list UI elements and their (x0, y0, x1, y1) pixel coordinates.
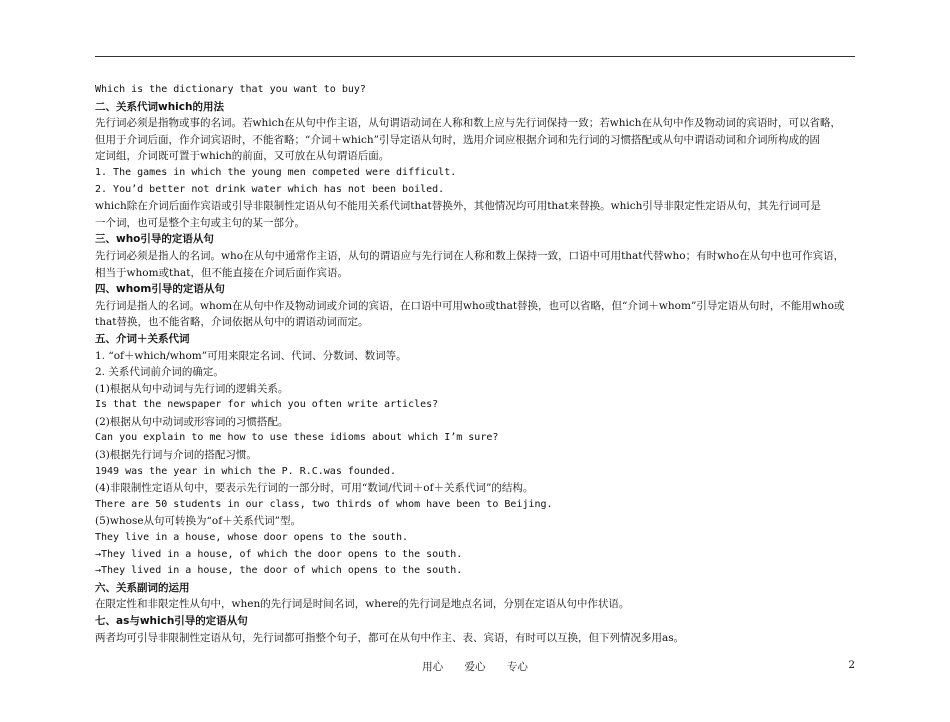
paragraph-line: 定词组，介词既可置于which的前面，又可放在从句谓语后面。 (95, 150, 390, 163)
section-heading: 二、关系代词which的用法 (95, 100, 224, 113)
paragraph-line: (3)根据先行词与介词的搭配习惯。 (95, 449, 257, 462)
example-sentence: 2. You’d better not drink water which has not been boiled. (95, 183, 445, 195)
paragraph-line: 1. “of＋which/whom”可用来限定名词、代词、分数词、数词等。 (95, 349, 407, 362)
example-sentence: →They lived in a house, of which the door opens to the south. (95, 548, 463, 560)
section-heading: 六、关系副词的运用 (95, 581, 190, 594)
paragraph-line: 一个词，也可是整个主句或主句的某一部分。 (95, 216, 305, 229)
footer-slogan: 用心 爱心 专心 (422, 661, 528, 673)
example-sentence: Which is the dictionary that you want to buy? (95, 84, 366, 95)
paragraph-line: 相当于whom或that，但不能直接在介词后面作宾语。 (95, 266, 348, 279)
page-number: 2 (848, 659, 855, 671)
paragraph-line: 先行词必须是指人的名词。who在从句中通常作主语，从句的谓语应与先行词在人称和数上保持一致，口语中可用that代替who；有时who在从句中也可作宾语， (95, 249, 845, 262)
paragraph-line: which除在介词后面作宾语或引导非限制性定语从句不能用关系代词that替换外，其他情况均可用that来替换。which引导非限定性定语从句，其先行词可是 (95, 200, 821, 213)
example-sentence: They live in a house, whose door opens to the south. (95, 532, 409, 544)
paragraph-line: 两者均可引导非限制性定语从句，先行词都可指整个句子，都可在从句中作主、表、宾语，有时可以互换，但下列情况多用as。 (95, 631, 685, 644)
section-heading: 四、whom引导的定语从句 (95, 283, 225, 296)
example-sentence: There are 50 students in our class, two thirds of whom have been to Beijing. (95, 498, 553, 510)
paragraph-line: 先行词是指人的名词。whom在从句中作及物动词或介词的宾语，在口语中可用who或that替换，也可以省略，但“介词＋whom”引导定语从句时，不能用who或 (95, 299, 845, 312)
paragraph-line: 2. 关系代词前介词的确定。 (95, 366, 224, 379)
paragraph-line: (1)根据从句中动词与先行词的逻辑关系。 (95, 382, 289, 395)
example-sentence: 1. The games in which the young men competed were difficult. (95, 166, 457, 178)
example-sentence: →They lived in a house, the door of which opens to the south. (95, 565, 463, 577)
example-sentence: 1949 was the year in which the P. R.C.was founded. (95, 465, 397, 477)
section-heading: 五、介词＋关系代词 (95, 332, 190, 345)
example-sentence: Can you explain to me how to use these idioms about which I’m sure? (95, 432, 499, 444)
section-heading: 七、as与which引导的定语从句 (95, 615, 248, 627)
paragraph-line: 但用于介词后面，作介词宾语时，不能省略；“介词＋which”引导定语从句时，选用介词应根据介词和先行词的习惯搭配或从句中谓语动词和介词所构成的固 (95, 133, 820, 146)
paragraph-line: 在限定性和非限定性从句中，when的先行词是时间名词，where的先行词是地点名词，分别在定语从句中作状语。 (95, 598, 630, 611)
paragraph-line: 先行词必须是指物或事的名词。若which在从句中作主语，从句谓语动词在人称和数上应与先行词保持一致；若which在从句中作及物动词的宾语时，可以省略， (95, 117, 841, 130)
paragraph-line: (4)非限制性定语从句中，要表示先行词的一部分时，可用“数词/代词＋of＋关系代词”的结构。 (95, 482, 534, 495)
document-body (95, 82, 857, 646)
paragraph-line: (5)whose从句可转换为“of＋关系代词”型。 (95, 515, 301, 528)
paragraph-line: (2)根据从句中动词或形容词的习惯搭配。 (95, 415, 289, 428)
section-heading: 三、who引导的定语从句 (95, 233, 214, 246)
example-sentence: Is that the newspaper for which you often write articles? (95, 399, 439, 411)
header-rule (95, 56, 855, 57)
paragraph-line: that替换，也不能省略，介词依据从句中的谓语动词而定。 (95, 316, 369, 329)
